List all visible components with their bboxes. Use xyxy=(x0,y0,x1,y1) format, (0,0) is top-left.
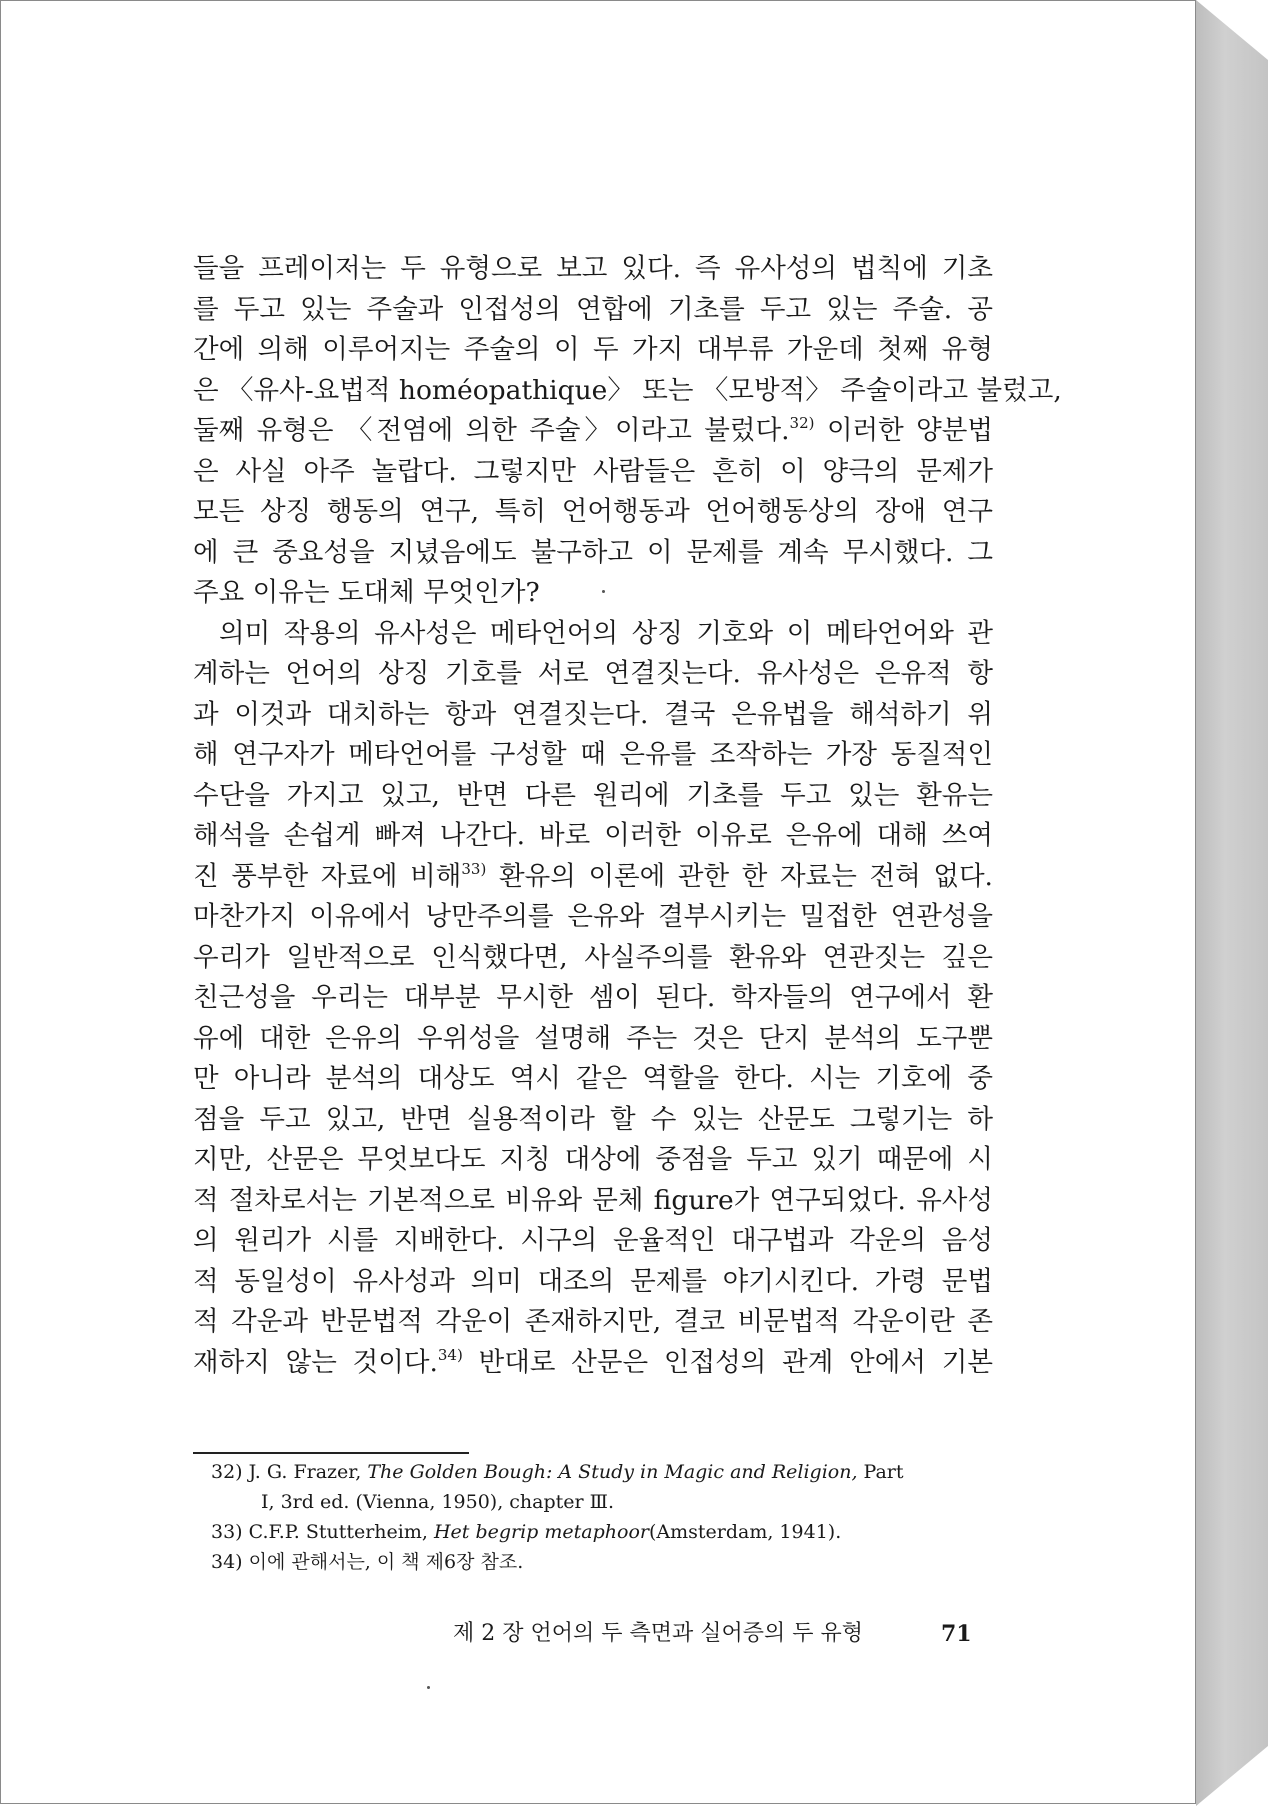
page-number: 71 xyxy=(941,1621,972,1647)
body-line-16-end: 환유의 이론에 관한 한 자료는 전혀 없다. xyxy=(499,860,993,892)
page-edge-top-corner xyxy=(1196,0,1268,60)
body-line-26: 적 동일성이 유사성과 의미 대조의 문제를 야기시킨다. 가령 문법 xyxy=(193,1265,993,1297)
body-line-27: 적 각운과 반문법적 각운이 존재하지만, 결코 비문법적 각운이란 존 xyxy=(193,1306,993,1337)
footnote-ref-32: 32) xyxy=(789,414,815,432)
footnote-ref-34: 34) xyxy=(437,1345,463,1364)
footnote-32-title: The Golden Bough: A Study in Magic and Religion, xyxy=(367,1461,858,1483)
footnotes xyxy=(211,1457,997,1577)
scan-speck xyxy=(602,590,605,593)
footnote-33-author: C.F.P. Stutterheim, xyxy=(248,1521,428,1543)
footnote-32-author: J. G. Frazer, xyxy=(248,1461,362,1483)
footnote-divider xyxy=(193,1452,469,1454)
page-edge-bottom-corner xyxy=(1196,1746,1268,1806)
body-line-11: 계하는 언어의 상징 기호를 서로 연결짓는다. 유사성은 은유적 항 xyxy=(193,658,993,689)
footnote-34-number: 34) xyxy=(211,1551,243,1573)
body-line-16 xyxy=(193,857,993,898)
body-line-16-start: 진 풍부한 자료에 비해 xyxy=(193,860,462,892)
body-line-12: 과 이것과 대치하는 항과 연결짓는다. 결국 은유법을 해석하기 위 xyxy=(193,698,993,730)
body-line-5-start: 둘째 유형은 〈전염에 의한 주술〉이라고 불렀다. xyxy=(193,415,790,446)
body-line-9: 주요 이유는 도대체 무엇인가? xyxy=(193,577,540,608)
body-line-19: 친근성을 우리는 대부분 무시한 셈이 된다. 학자들의 연구에서 환 xyxy=(193,982,993,1013)
body-line-8: 에 큰 중요성을 지녔음에도 불구하고 이 문제를 계속 무시했다. 그 xyxy=(193,536,993,568)
body-line-18: 우리가 일반적으로 인식했다면, 사실주의를 환유와 연관짓는 깊은 xyxy=(193,941,993,973)
body-line-24: 적 절차로서는 기본적으로 비유와 문체 figure가 연구되었다. 유사성 xyxy=(193,1184,993,1216)
body-line-6: 은 사실 아주 놀랍다. 그렇지만 사람들은 흔히 이 양극의 문제가 xyxy=(193,455,993,487)
body-line-5-end: 이러한 양분법 xyxy=(826,415,993,446)
body-line-10: 의미 작용의 유사성은 메타언어의 상징 기호와 이 메타언어와 관 xyxy=(219,617,993,649)
body-line-1: 들을 프레이저는 두 유형으로 보고 있다. 즉 유사성의 법칙에 기초 xyxy=(193,253,993,284)
body-line-21: 만 아니라 분석의 대상도 역시 같은 역할을 한다. 시는 기호에 중 xyxy=(193,1063,993,1094)
body-line-20: 유에 대한 은유의 우위성을 설명해 주는 것은 단지 분석의 도구뿐 xyxy=(193,1022,993,1054)
page-stack-edge xyxy=(1196,0,1268,1806)
footnote-34-text: 이에 관해서는, 이 책 제6장 참조. xyxy=(248,1551,524,1573)
footnote-32-number: 32) xyxy=(211,1461,243,1483)
body-line-28 xyxy=(193,1343,993,1384)
footnote-33-rest: (Amsterdam, 1941). xyxy=(648,1521,842,1543)
scan-speck xyxy=(427,1686,430,1689)
body-line-2: 를 두고 있는 주술과 인접성의 연합에 기초를 두고 있는 주술. 공 xyxy=(193,293,993,325)
body-text xyxy=(193,249,1062,1383)
body-line-14: 수단을 가지고 있고, 반면 다른 원리에 기초를 두고 있는 환유는 xyxy=(193,779,993,811)
body-line-28-start: 재하지 않는 것이다. xyxy=(193,1346,438,1378)
footnote-32 xyxy=(211,1457,997,1487)
running-footer: 제 2 장 언어의 두 측면과 실어증의 두 유형 xyxy=(453,1621,863,1646)
body-line-4: 은 〈유사-요법적 homéopathique〉 또는 〈모방적〉 주술이라고 불렀고, xyxy=(193,374,1062,406)
footnote-34 xyxy=(211,1547,997,1577)
body-line-5 xyxy=(193,411,993,452)
body-line-25: 의 원리가 시를 지배한다. 시구의 운율적인 대구법과 각운의 음성 xyxy=(193,1225,993,1256)
body-line-7: 모든 상징 행동의 연구, 특히 언어행동과 언어행동상의 장애 연구 xyxy=(193,496,993,527)
body-line-23: 지만, 산문은 무엇보다도 지칭 대상에 중점을 두고 있기 때문에 시 xyxy=(193,1144,993,1175)
footnote-32-rest: Part xyxy=(863,1461,904,1483)
body-line-22: 점을 두고 있고, 반면 실용적이라 할 수 있는 산문도 그렇기는 하 xyxy=(193,1103,993,1135)
footnote-33-title: Het begrip metaphoor xyxy=(433,1521,649,1543)
body-line-13: 해 연구자가 메타언어를 구성할 때 은유를 조작하는 가장 동질적인 xyxy=(193,739,993,770)
footnote-33 xyxy=(211,1517,997,1547)
footnote-33-number: 33) xyxy=(211,1521,243,1543)
footnote-ref-33: 33) xyxy=(461,859,487,878)
body-line-3: 간에 의해 이루어지는 주술의 이 두 가지 대부류 가운데 첫째 유형 xyxy=(193,334,993,365)
footnote-32-continuation: Ⅰ, 3rd ed. (Vienna, 1950), chapter Ⅲ. xyxy=(261,1491,615,1513)
body-line-17: 마찬가지 이유에서 낭만주의를 은유와 결부시키는 밀접한 연관성을 xyxy=(193,901,993,932)
body-line-28-end: 반대로 산문은 인접성의 관계 안에서 기본 xyxy=(478,1346,993,1378)
body-line-15: 해석을 손쉽게 빠져 나간다. 바로 이러한 이유로 은유에 대해 쓰여 xyxy=(193,820,993,851)
